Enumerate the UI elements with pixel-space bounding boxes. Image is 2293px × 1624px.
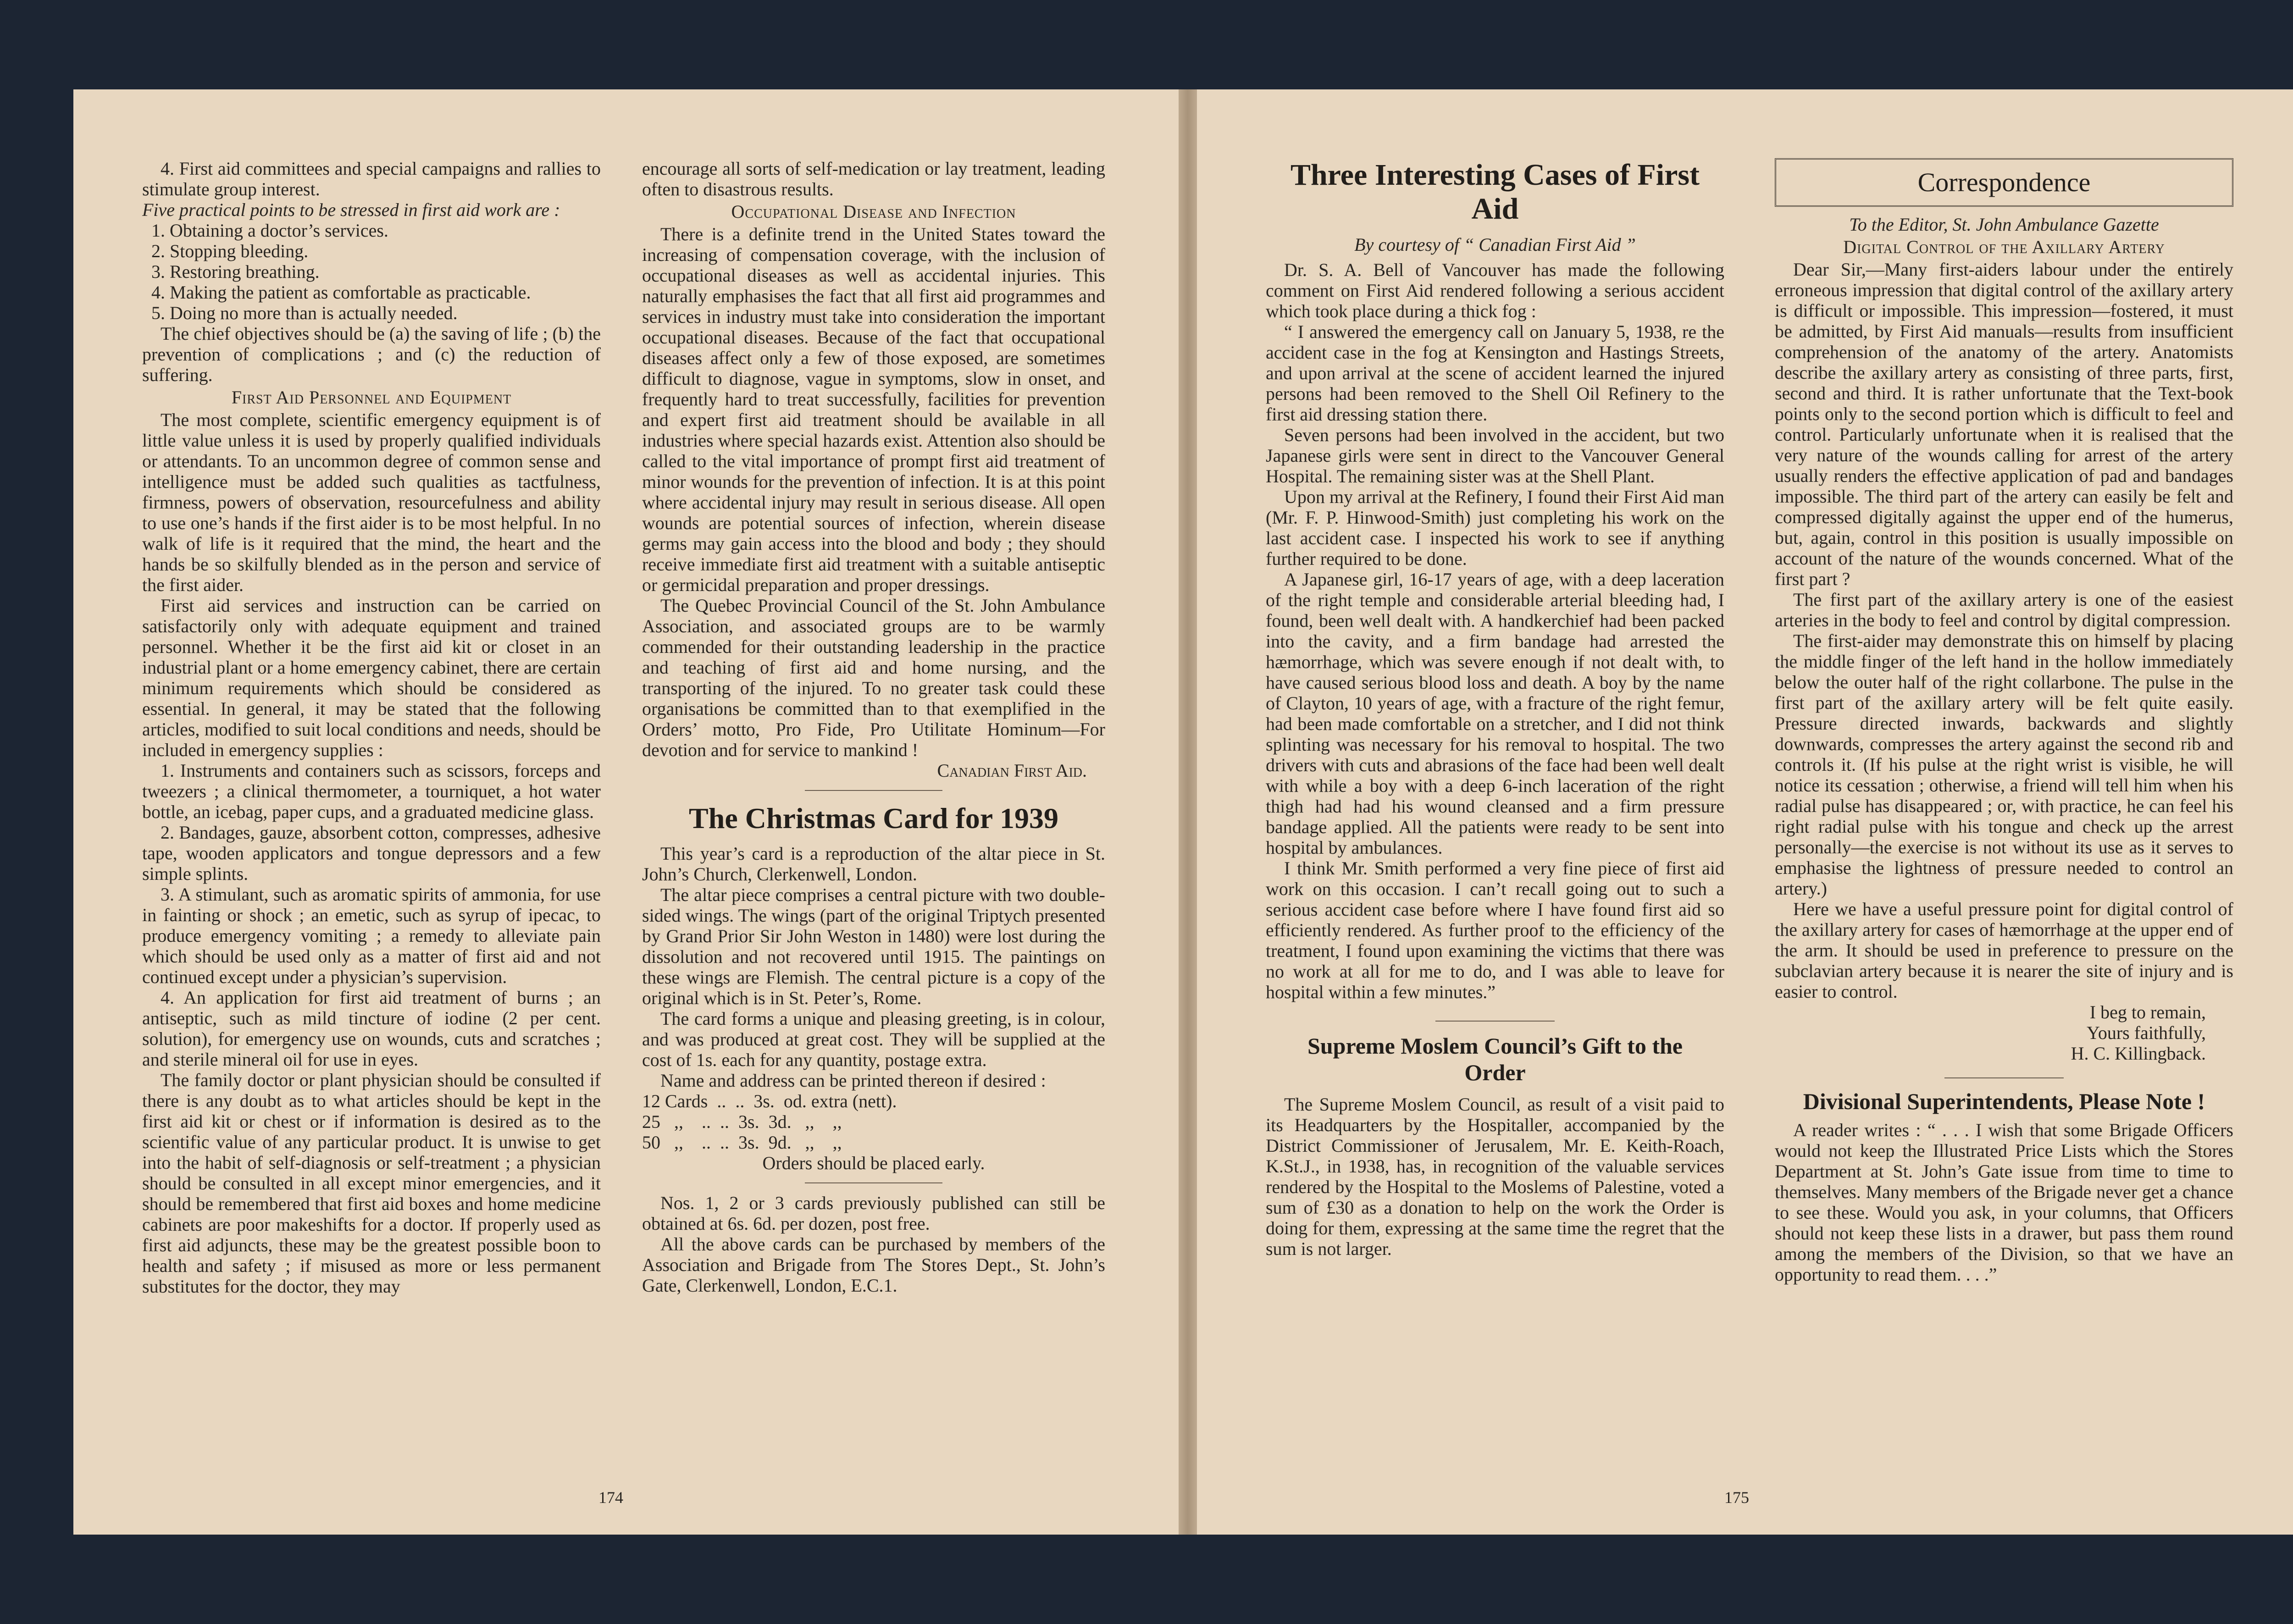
- paragraph: 4. Making the patient as comfortable as practicable.: [151, 282, 531, 303]
- paragraph: The Supreme Moslem Council, as result of a visit paid to its Headquarters by the Hospitaller, accompanied by the District Commissioner of Jerusalem, Mr. E. Keith-Roach, K.St.J., in 1938, has, in recognition of the valuable services rendered by the Hospital to the Moslems of Palestine, voted a sum of £30 as a donation to help on the work the Order is doing for them, expressing at the same time the regret that the sum is not larger.: [1266, 1094, 1724, 1259]
- paragraph: The Quebec Provincial Council of the St. John Ambulance Association, and associated groups are to be warmly commended for their outstanding leadership in the practice and teaching of first aid and home nursing, and the transporting of the injured. To no greater task could these organisations be committed than to that exemplified in the Orders’ motto, Pro Fide, Pro Utilitate Hominum—For devotion and for service to mankind !: [642, 595, 1105, 760]
- article-credit: Canadian First Aid.: [937, 760, 1087, 781]
- paragraph: encourage all sorts of self-medication or lay treatment, leading often to disastrous results.: [642, 158, 1105, 199]
- right-column-2: [1775, 158, 2233, 1285]
- moslem-gift-text: [1266, 1094, 1724, 1259]
- paragraph: This year’s card is a reproduction of the altar piece in St. John’s Church, Clerkenwell, London.: [642, 843, 1105, 884]
- paragraph: A Japanese girl, 16-17 years of age, with a deep laceration of the right temple and considerable arterial bleeding had, I found, been well dealt with. A handkerchief had been packed into the cavity, and a firm bandage had arrested the hæmorrhage, which was severe enough if not dealt with, to have caused serious blood loss and death. A boy by the name of Clayton, 10 years of age, with a fracture of the right femur, had been made comfortable on a stretcher, and I did not think splinting was necessary for his removal to hospital. The two drivers with cuts and abrasions of the face had been well dealt with while a boy with a deep 6-inch laceration of the right thigh had had his wound cleansed and a firm pressure bandage applied. All the patients were ready to be sent into hospital by ambulances.: [1266, 569, 1724, 858]
- paragraph: A reader writes : “ . . . I wish that some Brigade Officers would not keep the Illustrated Price Lists which the Stores Department at St. John’s Gate issue from time to time to themselves. Many members of the Brigade never get a chance to see these. Would you ask, in your columns, that Officers should not keep these lists in a drawer, but pass them round among the members of the Division, so that we have an opportunity to read them. . . .”: [1775, 1120, 2233, 1285]
- letter-signoff: [1775, 1002, 2206, 1064]
- paragraph: All the above cards can be purchased by members of the Association and Brigade from The Stores Dept., St. John’s Gate, Clerkenwell, London, E.C.1.: [642, 1234, 1105, 1296]
- divisional-text: [1775, 1120, 2233, 1285]
- paragraph: “ I answered the emergency call on January 5, 1938, re the accident case in the fog at Kensington and Hastings Streets, and upon arrival at the scene of accident learned the injured persons had been removed to the Shell Oil Refinery to the first aid dressing station there.: [1266, 321, 1724, 425]
- price-table: [642, 1091, 1105, 1153]
- text-line: H. C. Killingback.: [2071, 1043, 2206, 1064]
- text-line: 50 ,, .. .. 3s. 9d. ,, ,,: [642, 1132, 842, 1153]
- paragraph: The family doctor or plant physician should be consulted if there is any doubt as to what articles should be kept in the first aid kit or chest or if information is desired as to the scientific value of any particular product. It is unwise to get into the habit of self-diagnosis or self-treatment ; a physician should be consulted in all except minor emergencies, and it should be remembered that first aid boxes and home medicine cabinets are poor makeshifts for a doctor. If properly used as first aid adjuncts, these may be the greatest possible boon to health and safety ; if misused as more or less permanent substitutes for the doctor, they may: [142, 1070, 601, 1297]
- paragraph: The first part of the axillary artery is one of the easiest arteries in the body to feel and control by digital compression.: [1775, 589, 2233, 630]
- paragraph: Occupational Disease and Infection: [731, 201, 1016, 222]
- divisional-title: Divisional Superintendents, Please Note !: [1803, 1088, 2205, 1114]
- paragraph: Dr. S. A. Bell of Vancouver has made the following comment on First Aid rendered following a serious accident which took place during a thick fog :: [1266, 260, 1724, 321]
- paragraph: 3. A stimulant, such as aromatic spirits of ammonia, for use in fainting or shock ; an emetic, such as syrup of ipecac, to produce emergency vomiting ; a remedy to alleviate pain which should be used only as a matter of first aid and not continued except under a physician’s supervision.: [142, 884, 601, 987]
- paragraph: Dear Sir,—Many first-aiders labour under the entirely erroneous impression that digital control of the axillary artery is difficult or impossible. This impression—fostered, it must be admitted, by First Aid manuals—results from insufficient comprehension of the anatomy of the artery. Anatomists describe the axillary artery as consisting of three parts, first, second and third. It is rather unfortunate that the Text-book points only to the second portion which is difficult to feel and control. Particularly unfortunate when it is realised that the very nature of the wounds calling for arrest of the artery usually renders the effective application of pad and bandages impossible. The third part of the artery can easily be felt and compressed digitally against the upper end of the humerus, but, again, control in this position is usually impossible on account of the nature of the wounds concerned. What of the first part ?: [1775, 259, 2233, 589]
- cases-title: Three Interesting Cases of First Aid: [1290, 158, 1700, 226]
- divider: [1435, 1021, 1555, 1022]
- paragraph: The altar piece comprises a central picture with two double-sided wings. The wings (part of the original Triptych presented by Grand Prior Sir John Weston in 1480) were lost during the dissolution and not recovered until 1915. The paintings on these wings are Flemish. The central picture is a copy of the original which is in St. Peter’s, Rome.: [642, 884, 1105, 1008]
- text-line: Yours faithfully,: [2086, 1022, 2206, 1043]
- paragraph: 1. Instruments and containers such as scissors, forceps and tweezers ; a clinical thermometer, a tourniquet, a hot water bottle, an icebag, paper cups, and a graduated medicine glass.: [142, 760, 601, 822]
- letter-addressee: To the Editor, St. John Ambulance Gazette: [1849, 214, 2159, 235]
- paragraph: 5. Doing no more than is actually needed.: [151, 303, 458, 323]
- paragraph: 2. Stopping bleeding.: [151, 241, 309, 261]
- left-col1-text: [142, 158, 601, 1297]
- paragraph: Name and address can be printed thereon if desired :: [660, 1070, 1046, 1091]
- left-col2-text: [642, 158, 1105, 760]
- divider: [805, 1182, 942, 1183]
- left-column-2: [642, 158, 1105, 1296]
- paragraph: Upon my arrival at the Refinery, I found their First Aid man (Mr. F. P. Hinwood-Smith) just completing his work on the last accident case. I inspected his work to see if anything further required to be done.: [1266, 486, 1724, 569]
- paragraph: Here we have a useful pressure point for digital control of the axillary artery for cases of hæmorrhage at the upper end of the arm. It should be used in preference to pressure on the subclavian artery because it is nearer the site of injury and is easier to control.: [1775, 899, 2233, 1002]
- paragraph: 3. Restoring breathing.: [151, 261, 320, 282]
- page-number: 175: [1724, 1488, 1749, 1507]
- paragraph: 1. Obtaining a doctor’s services.: [151, 220, 388, 241]
- christmas-card-title: The Christmas Card for 1939: [689, 802, 1058, 834]
- paragraph: Seven persons had been involved in the accident, but two Japanese girls were sent in direct to the Vancouver General Hospital. The remaining sister was at the Shell Plant.: [1266, 425, 1724, 486]
- christmas-card-tail: [642, 1193, 1105, 1296]
- paragraph: First aid services and instruction can be carried on satisfactorily only with adequate equipment and trained personnel. Whether it be the first aid kit or closet in an industrial plant or a home emergency cabinet, there are certain minimum requirements which should be considered as essential. In general, it may be stated that the following articles, modified to suit local conditions and needs, should be included in emergency supplies :: [142, 595, 601, 760]
- cases-text: [1266, 260, 1724, 1002]
- correspondence-heading-box: [1775, 158, 2233, 207]
- text-line: 25 ,, .. .. 3s. 3d. ,, ,,: [642, 1111, 842, 1132]
- right-page: [1197, 89, 2293, 1535]
- paragraph: There is a definite trend in the United States toward the increasing of compensation coverage, with the inclusion of occupational diseases as well as accidental injuries. This naturally emphasises the fact that all first aid programmes and services in industry must take into consideration the important occupational diseases. Because of the fact that occupational diseases affect only a few of those exposed, are sometimes difficult to diagnose, vague in symptoms, slow in onset, and frequently hard to treat successfully, facilities for prevention and expert first aid treatment should be available in all industries where special hazards exist. Attention also should be called to the vital importance of prompt first aid treatment of minor wounds for the prevention of infection. It is at this point where accidental injury may result in serious disease. All open wounds are potential sources of infection, wherein disease germs may gain access into the blood and body ; they should receive immediate first aid treatment with a suitable antiseptic or germicidal preparation and proper dressings.: [642, 224, 1105, 595]
- left-page: [73, 89, 1179, 1535]
- paragraph: 4. An application for first aid treatment of burns ; an antiseptic, such as mild tincture of iodine (2 per cent. solution), for emergency use on wounds, cuts and scratches ; and sterile mineral oil for use in eyes.: [142, 987, 601, 1070]
- text-line: I beg to remain,: [2089, 1002, 2206, 1022]
- text-line: 12 Cards .. .. 3s. od. extra (nett).: [642, 1091, 897, 1111]
- paragraph: First Aid Personnel and Equipment: [231, 387, 512, 408]
- divider: [1944, 1077, 2064, 1078]
- left-column-1: [142, 158, 601, 1297]
- paragraph: The first-aider may demonstrate this on himself by placing the middle finger of the left hand in the hollow immediately below the outer half of the right collarbone. The pulse in the first part of the axillary artery will be felt quite easily. Pressure directed inwards, backwards and slightly downwards, compresses the artery against the second rib and controls it. (If his pulse at the right wrist is visible, he will notice its cessation ; otherwise, a friend will tell him when his radial pulse has disappeared ; or, with practice, he can feel his right radial pulse with his tongue and check up the arrest personally—the exercise is not without its use as it serves to emphasise the lightness of pressure needed to control an artery.): [1775, 630, 2233, 899]
- paragraph: 4. First aid committees and special campaigns and rallies to stimulate group interest.: [142, 158, 601, 199]
- letter-subject: Digital Control of the Axillary Artery: [1843, 237, 2165, 257]
- page-number: 174: [598, 1488, 623, 1507]
- moslem-gift-title: Supreme Moslem Council’s Gift to the Order: [1307, 1033, 1683, 1085]
- paragraph: I think Mr. Smith performed a very fine piece of first aid work on this occasion. I can’t recall going out to such a serious accident case before where I have found first aid so efficiently rendered. As further proof to the efficiency of the treatment, I found upon examining the victims that there was no work at all for me to do, and I was able to leave for hospital within a few minutes.”: [1266, 858, 1724, 1002]
- right-column-1: [1266, 158, 1724, 1259]
- paragraph: The card forms a unique and pleasing greeting, is in colour, and was produced at great cost. They will be supplied at the cost of 1s. each for any quantity, postage extra.: [642, 1008, 1105, 1070]
- byline: By courtesy of “ Canadian First Aid ”: [1354, 234, 1636, 255]
- paragraph: Five practical points to be stressed in first aid work are :: [142, 199, 560, 220]
- paragraph: 2. Bandages, gauze, absorbent cotton, compresses, adhesive tape, wooden applicators and tongue depressors and a few simple splints.: [142, 822, 601, 884]
- christmas-card-text: [642, 843, 1105, 1091]
- paragraph: The chief objectives should be (a) the saving of life ; (b) the prevention of complications ; and (c) the reduction of suffering.: [142, 323, 601, 385]
- paragraph: Nos. 1, 2 or 3 cards previously published can still be obtained at 6s. 6d. per dozen, post free.: [642, 1193, 1105, 1234]
- paragraph: The most complete, scientific emergency equipment is of little value unless it is used by properly qualified individuals or attendants. To an uncommon degree of common sense and intelligence must be added such qualities as tactfulness, firmness, powers of observation, resourcefulness and ability to use one’s hands if the first aider is to be most helpful. In no walk of life is it required that the mind, the heart and the hands be so skilfully blended as in the person and service of the first aider.: [142, 409, 601, 595]
- orders-note: Orders should be placed early.: [762, 1153, 985, 1173]
- correspondence-title: Correspondence: [1917, 167, 2091, 197]
- divider: [805, 790, 942, 791]
- letter-text: [1775, 259, 2233, 1002]
